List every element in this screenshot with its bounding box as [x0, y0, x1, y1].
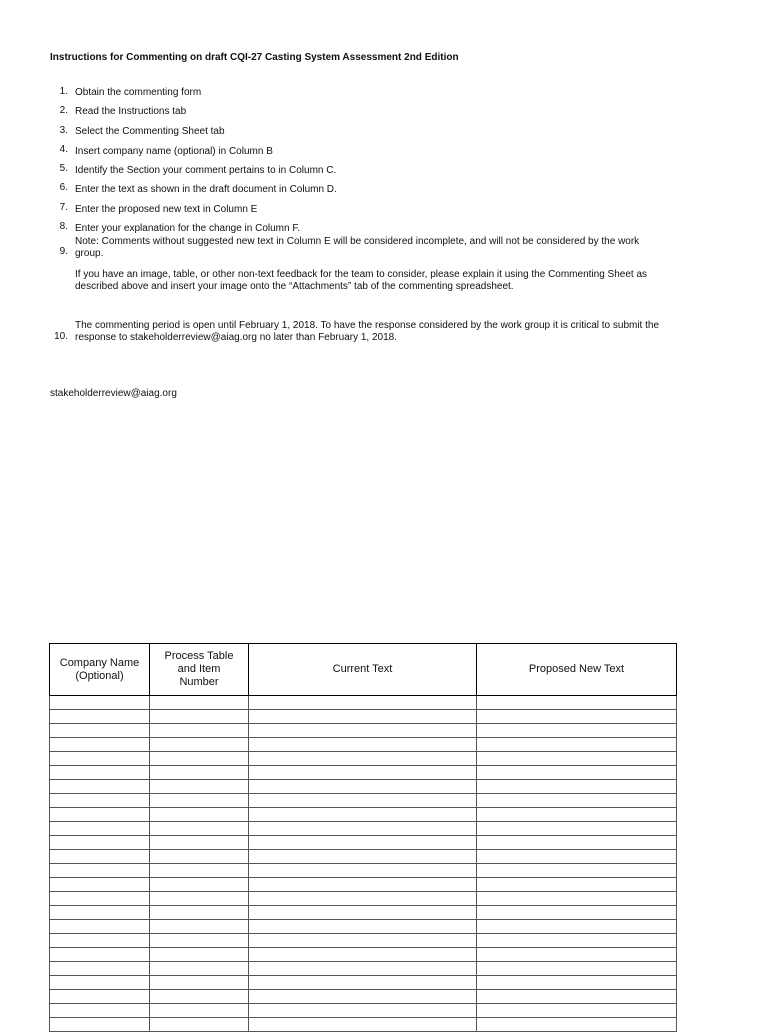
table-cell[interactable]: [150, 696, 249, 710]
table-cell[interactable]: [249, 822, 477, 836]
table-cell[interactable]: [150, 836, 249, 850]
table-row: [50, 1004, 677, 1018]
table-cell[interactable]: [150, 934, 249, 948]
table-cell[interactable]: [150, 808, 249, 822]
step-3-number: 3.: [59, 125, 68, 136]
header-company-name: Company Name (Optional): [50, 644, 150, 696]
table-cell[interactable]: [249, 906, 477, 920]
table-cell[interactable]: [249, 724, 477, 738]
table-body: [50, 696, 677, 1032]
table-cell[interactable]: [50, 892, 150, 906]
table-cell[interactable]: [477, 724, 677, 738]
table-cell[interactable]: [50, 990, 150, 1004]
attachment-note: If you have an image, table, or other non-text feedback for the team to consider, please explain it using the Commenting Sheet as described above and insert your image onto the “Attachments” tab of the commenting spreadsheet.: [75, 269, 648, 292]
step-8-text: Enter your explanation for the change in Column F.: [75, 223, 301, 234]
step-9-text: Note: Comments without suggested new text in Column E will be considered incomplete, and will not be considered by the work group.: [75, 236, 640, 259]
table-row: [50, 864, 677, 878]
table-cell[interactable]: [249, 976, 477, 990]
table-cell[interactable]: [150, 752, 249, 766]
table-cell[interactable]: [50, 934, 150, 948]
step-3-text: Select the Commenting Sheet tab: [75, 126, 225, 137]
table-cell[interactable]: [249, 794, 477, 808]
table-cell[interactable]: [477, 794, 677, 808]
table-cell[interactable]: [249, 990, 477, 1004]
table-cell[interactable]: [50, 836, 150, 850]
table-cell[interactable]: [249, 892, 477, 906]
table-row: [50, 976, 677, 990]
table-cell[interactable]: [50, 878, 150, 892]
table-cell[interactable]: [50, 948, 150, 962]
table-cell[interactable]: [477, 780, 677, 794]
header-current-text: Current Text: [249, 644, 477, 696]
header-process-table: Process Table and Item Number: [150, 644, 249, 696]
step-2-number: 2.: [59, 105, 68, 116]
contact-email[interactable]: stakeholderreview@aiag.org: [50, 388, 177, 399]
step-7-number: 7.: [59, 202, 68, 213]
table-cell[interactable]: [50, 1018, 150, 1032]
table-cell[interactable]: [150, 1004, 249, 1018]
table-cell[interactable]: [477, 892, 677, 906]
table-cell[interactable]: [50, 962, 150, 976]
table-row: [50, 892, 677, 906]
table-cell[interactable]: [50, 724, 150, 738]
commenting-table: [49, 643, 677, 1032]
table-cell[interactable]: [50, 850, 150, 864]
table-cell[interactable]: [50, 808, 150, 822]
table-cell[interactable]: [50, 766, 150, 780]
table-cell[interactable]: [477, 920, 677, 934]
table-cell[interactable]: [249, 836, 477, 850]
table-cell[interactable]: [249, 864, 477, 878]
table-row: [50, 836, 677, 850]
table-cell[interactable]: [249, 1004, 477, 1018]
table-row: [50, 962, 677, 976]
table-row: [50, 822, 677, 836]
step-1-number: 1.: [59, 86, 68, 97]
table-row: [50, 906, 677, 920]
table-row: [50, 878, 677, 892]
table-cell[interactable]: [249, 948, 477, 962]
table-cell[interactable]: [249, 962, 477, 976]
table-cell[interactable]: [477, 906, 677, 920]
table-cell[interactable]: [477, 1018, 677, 1032]
table-cell[interactable]: [249, 808, 477, 822]
table-row: [50, 780, 677, 794]
table-row: [50, 1018, 677, 1032]
table-cell[interactable]: [50, 738, 150, 752]
table-cell[interactable]: [150, 878, 249, 892]
table-cell[interactable]: [50, 710, 150, 724]
table-row: [50, 990, 677, 1004]
table-cell[interactable]: [150, 1018, 249, 1032]
table-cell[interactable]: [50, 752, 150, 766]
table-row: [50, 794, 677, 808]
table-row: [50, 696, 677, 710]
table-cell[interactable]: [50, 696, 150, 710]
table-cell[interactable]: [150, 766, 249, 780]
table-cell[interactable]: [50, 780, 150, 794]
step-7-text: Enter the proposed new text in Column E: [75, 204, 258, 215]
table-cell[interactable]: [150, 710, 249, 724]
step-2-text: Read the Instructions tab: [75, 106, 187, 117]
step-4-text: Insert company name (optional) in Column B: [75, 146, 273, 157]
step-5-number: 5.: [59, 163, 68, 174]
table-cell[interactable]: [477, 948, 677, 962]
table-cell[interactable]: [477, 738, 677, 752]
table-cell[interactable]: [150, 822, 249, 836]
table-row: [50, 934, 677, 948]
table-cell[interactable]: [249, 1018, 477, 1032]
table-cell[interactable]: [249, 878, 477, 892]
table-row: [50, 724, 677, 738]
document-title: Instructions for Commenting on draft CQI-27 Casting System Assessment 2nd Edition: [50, 52, 459, 63]
table-cell[interactable]: [477, 990, 677, 1004]
table-cell[interactable]: [477, 808, 677, 822]
table-cell[interactable]: [150, 724, 249, 738]
step-8-number: 8.: [59, 221, 68, 232]
table-cell[interactable]: [249, 780, 477, 794]
table-cell[interactable]: [477, 962, 677, 976]
header-proposed-new-text: Proposed New Text: [477, 644, 677, 696]
table-row: [50, 920, 677, 934]
step-4-number: 4.: [59, 144, 68, 155]
table-row: [50, 752, 677, 766]
step-1-text: Obtain the commenting form: [75, 87, 202, 98]
step-5-text: Identify the Section your comment pertains to in Column C.: [75, 165, 337, 176]
table-cell[interactable]: [150, 906, 249, 920]
table-cell[interactable]: [150, 976, 249, 990]
table-cell[interactable]: [50, 976, 150, 990]
step-10-number: 10.: [54, 331, 68, 342]
table-row: [50, 766, 677, 780]
table-row: [50, 710, 677, 724]
table-row: [50, 850, 677, 864]
table-cell[interactable]: [150, 850, 249, 864]
table-cell[interactable]: [50, 794, 150, 808]
table-cell[interactable]: [150, 892, 249, 906]
table-cell[interactable]: [477, 850, 677, 864]
step-6-number: 6.: [59, 182, 68, 193]
table-row: [50, 738, 677, 752]
table-cell[interactable]: [477, 836, 677, 850]
table-cell[interactable]: [150, 794, 249, 808]
table-cell[interactable]: [50, 864, 150, 878]
step-9-number: 9.: [59, 246, 68, 257]
step-6-text: Enter the text as shown in the draft document in Column D.: [75, 184, 337, 195]
table-cell[interactable]: [477, 1004, 677, 1018]
table-row: [50, 948, 677, 962]
table-cell[interactable]: [150, 780, 249, 794]
table-cell[interactable]: [150, 738, 249, 752]
table-cell[interactable]: [477, 878, 677, 892]
table-header-row: [50, 644, 677, 696]
table-cell[interactable]: [249, 934, 477, 948]
table-cell[interactable]: [50, 920, 150, 934]
table-cell[interactable]: [477, 934, 677, 948]
table-cell[interactable]: [477, 766, 677, 780]
table-cell[interactable]: [477, 864, 677, 878]
table-cell[interactable]: [50, 906, 150, 920]
table-cell[interactable]: [150, 990, 249, 1004]
table-cell[interactable]: [249, 850, 477, 864]
table-cell[interactable]: [150, 962, 249, 976]
table-row: [50, 808, 677, 822]
table-cell[interactable]: [150, 864, 249, 878]
table-cell[interactable]: [477, 696, 677, 710]
table-cell[interactable]: [50, 1004, 150, 1018]
table-cell[interactable]: [477, 976, 677, 990]
table-cell[interactable]: [249, 710, 477, 724]
table-cell[interactable]: [249, 738, 477, 752]
table-cell[interactable]: [150, 920, 249, 934]
table-cell[interactable]: [150, 948, 249, 962]
table-cell[interactable]: [249, 766, 477, 780]
table-cell[interactable]: [249, 752, 477, 766]
table-cell[interactable]: [50, 822, 150, 836]
table-cell[interactable]: [477, 822, 677, 836]
table-cell[interactable]: [477, 710, 677, 724]
table-cell[interactable]: [249, 920, 477, 934]
step-10-text: The commenting period is open until February 1, 2018. To have the response considered by the work group it is critical to submit the response to stakeholderreview@aiag.org no later than February 1, 2018.: [75, 320, 660, 343]
table-cell[interactable]: [477, 752, 677, 766]
table-cell[interactable]: [249, 696, 477, 710]
